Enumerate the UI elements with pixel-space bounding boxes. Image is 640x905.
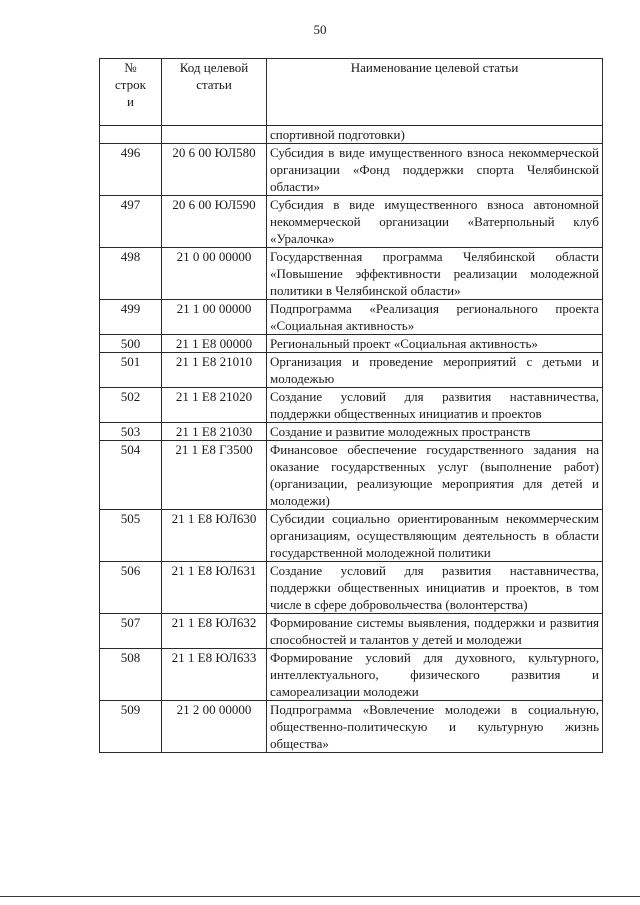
row-number-cell: 499 [100,300,162,335]
target-name-cell: Организация и проведение мероприятий с детьми и молодежью [267,353,603,388]
target-code-cell: 20 6 00 ЮЛ580 [162,144,267,196]
row-number-cell: 509 [100,701,162,753]
table-row [100,701,603,753]
target-name-cell: Создание и развитие молодежных пространств [267,423,603,441]
target-name-cell: Подпрограмма «Вовлечение молодежи в социальную, общественно-политическую и культурную жизнь общества» [267,701,603,753]
target-code-cell: 21 1 Е8 ЮЛ630 [162,510,267,562]
target-name-cell: Формирование условий для духовного, культурного, интеллектуального, физического развития и самореализации молодежи [267,649,603,701]
table-row [100,353,603,388]
target-code-cell: 21 1 Е8 21020 [162,388,267,423]
target-name-cell: Подпрограмма «Реализация регионального проекта «Социальная активность» [267,300,603,335]
target-name-cell: Формирование системы выявления, поддержки и развития способностей и талантов у детей и молодежи [267,614,603,649]
table-row-continuation [100,126,603,144]
target-code-cell: 21 1 Е8 00000 [162,335,267,353]
target-code-cell: 21 1 Е8 21030 [162,423,267,441]
table-row [100,562,603,614]
row-number-cell: 496 [100,144,162,196]
target-code-cell: 21 2 00 00000 [162,701,267,753]
header-target-name: Наименование целевой статьи [267,59,603,126]
row-number-cell [100,126,162,144]
table-body [100,126,603,753]
table-row [100,196,603,248]
target-code-cell: 20 6 00 ЮЛ590 [162,196,267,248]
target-code-cell: 21 1 Е8 Г3500 [162,441,267,510]
table-row [100,423,603,441]
target-name-cell: Государственная программа Челябинской области «Повышение эффективности реализации молодежной политики в Челябинской области» [267,248,603,300]
target-name-cell: Субсидия в виде имущественного взноса некоммерческой организации «Фонд поддержки спорта Челябинской области» [267,144,603,196]
row-number-cell: 506 [100,562,162,614]
header-target-code: Код целевой статьи [162,59,267,126]
row-number-cell: 507 [100,614,162,649]
row-number-cell: 508 [100,649,162,701]
target-code-cell: 21 1 Е8 ЮЛ631 [162,562,267,614]
row-number-cell: 503 [100,423,162,441]
table-row [100,649,603,701]
target-name-cell: Региональный проект «Социальная активность» [267,335,603,353]
row-number-cell: 498 [100,248,162,300]
target-articles-table [99,58,603,753]
row-number-cell: 504 [100,441,162,510]
row-number-cell: 500 [100,335,162,353]
target-name-cell: Создание условий для развития наставничества, поддержки общественных инициатив и проектов [267,388,603,423]
table-header [100,59,603,126]
target-code-cell: 21 1 00 00000 [162,300,267,335]
row-number-cell: 505 [100,510,162,562]
table-row [100,614,603,649]
page-number: 50 [313,22,327,37]
table-row [100,335,603,353]
row-number-cell: 501 [100,353,162,388]
target-name-cell: Субсидии социально ориентированным некоммерческим организациям, осуществляющим деятельность в области государственной молодежной политики [267,510,603,562]
target-name-cell: Создание условий для развития наставничества, поддержки общественных инициатив и проектов, в том числе в сфере добровольчества (волонтерства) [267,562,603,614]
target-name-cell: спортивной подготовки) [267,126,603,144]
row-number-cell: 502 [100,388,162,423]
target-code-cell [162,126,267,144]
table-row [100,388,603,423]
target-code-cell: 21 1 Е8 ЮЛ633 [162,649,267,701]
target-name-cell: Субсидия в виде имущественного взноса автономной некоммерческой организации «Ватерпольный клуб «Уралочка» [267,196,603,248]
table-row [100,248,603,300]
table-row [100,510,603,562]
table-row [100,144,603,196]
target-code-cell: 21 1 Е8 ЮЛ632 [162,614,267,649]
target-name-cell: Финансовое обеспечение государственного задания на оказание государственных услуг (выполнение работ) (организации, реализующие мероприятия для детей и молодежи) [267,441,603,510]
table-row [100,441,603,510]
target-code-cell: 21 1 Е8 21010 [162,353,267,388]
table-row [100,300,603,335]
bottom-divider [0,896,640,897]
row-number-cell: 497 [100,196,162,248]
target-code-cell: 21 0 00 00000 [162,248,267,300]
header-row-number: № строк и [100,59,162,126]
